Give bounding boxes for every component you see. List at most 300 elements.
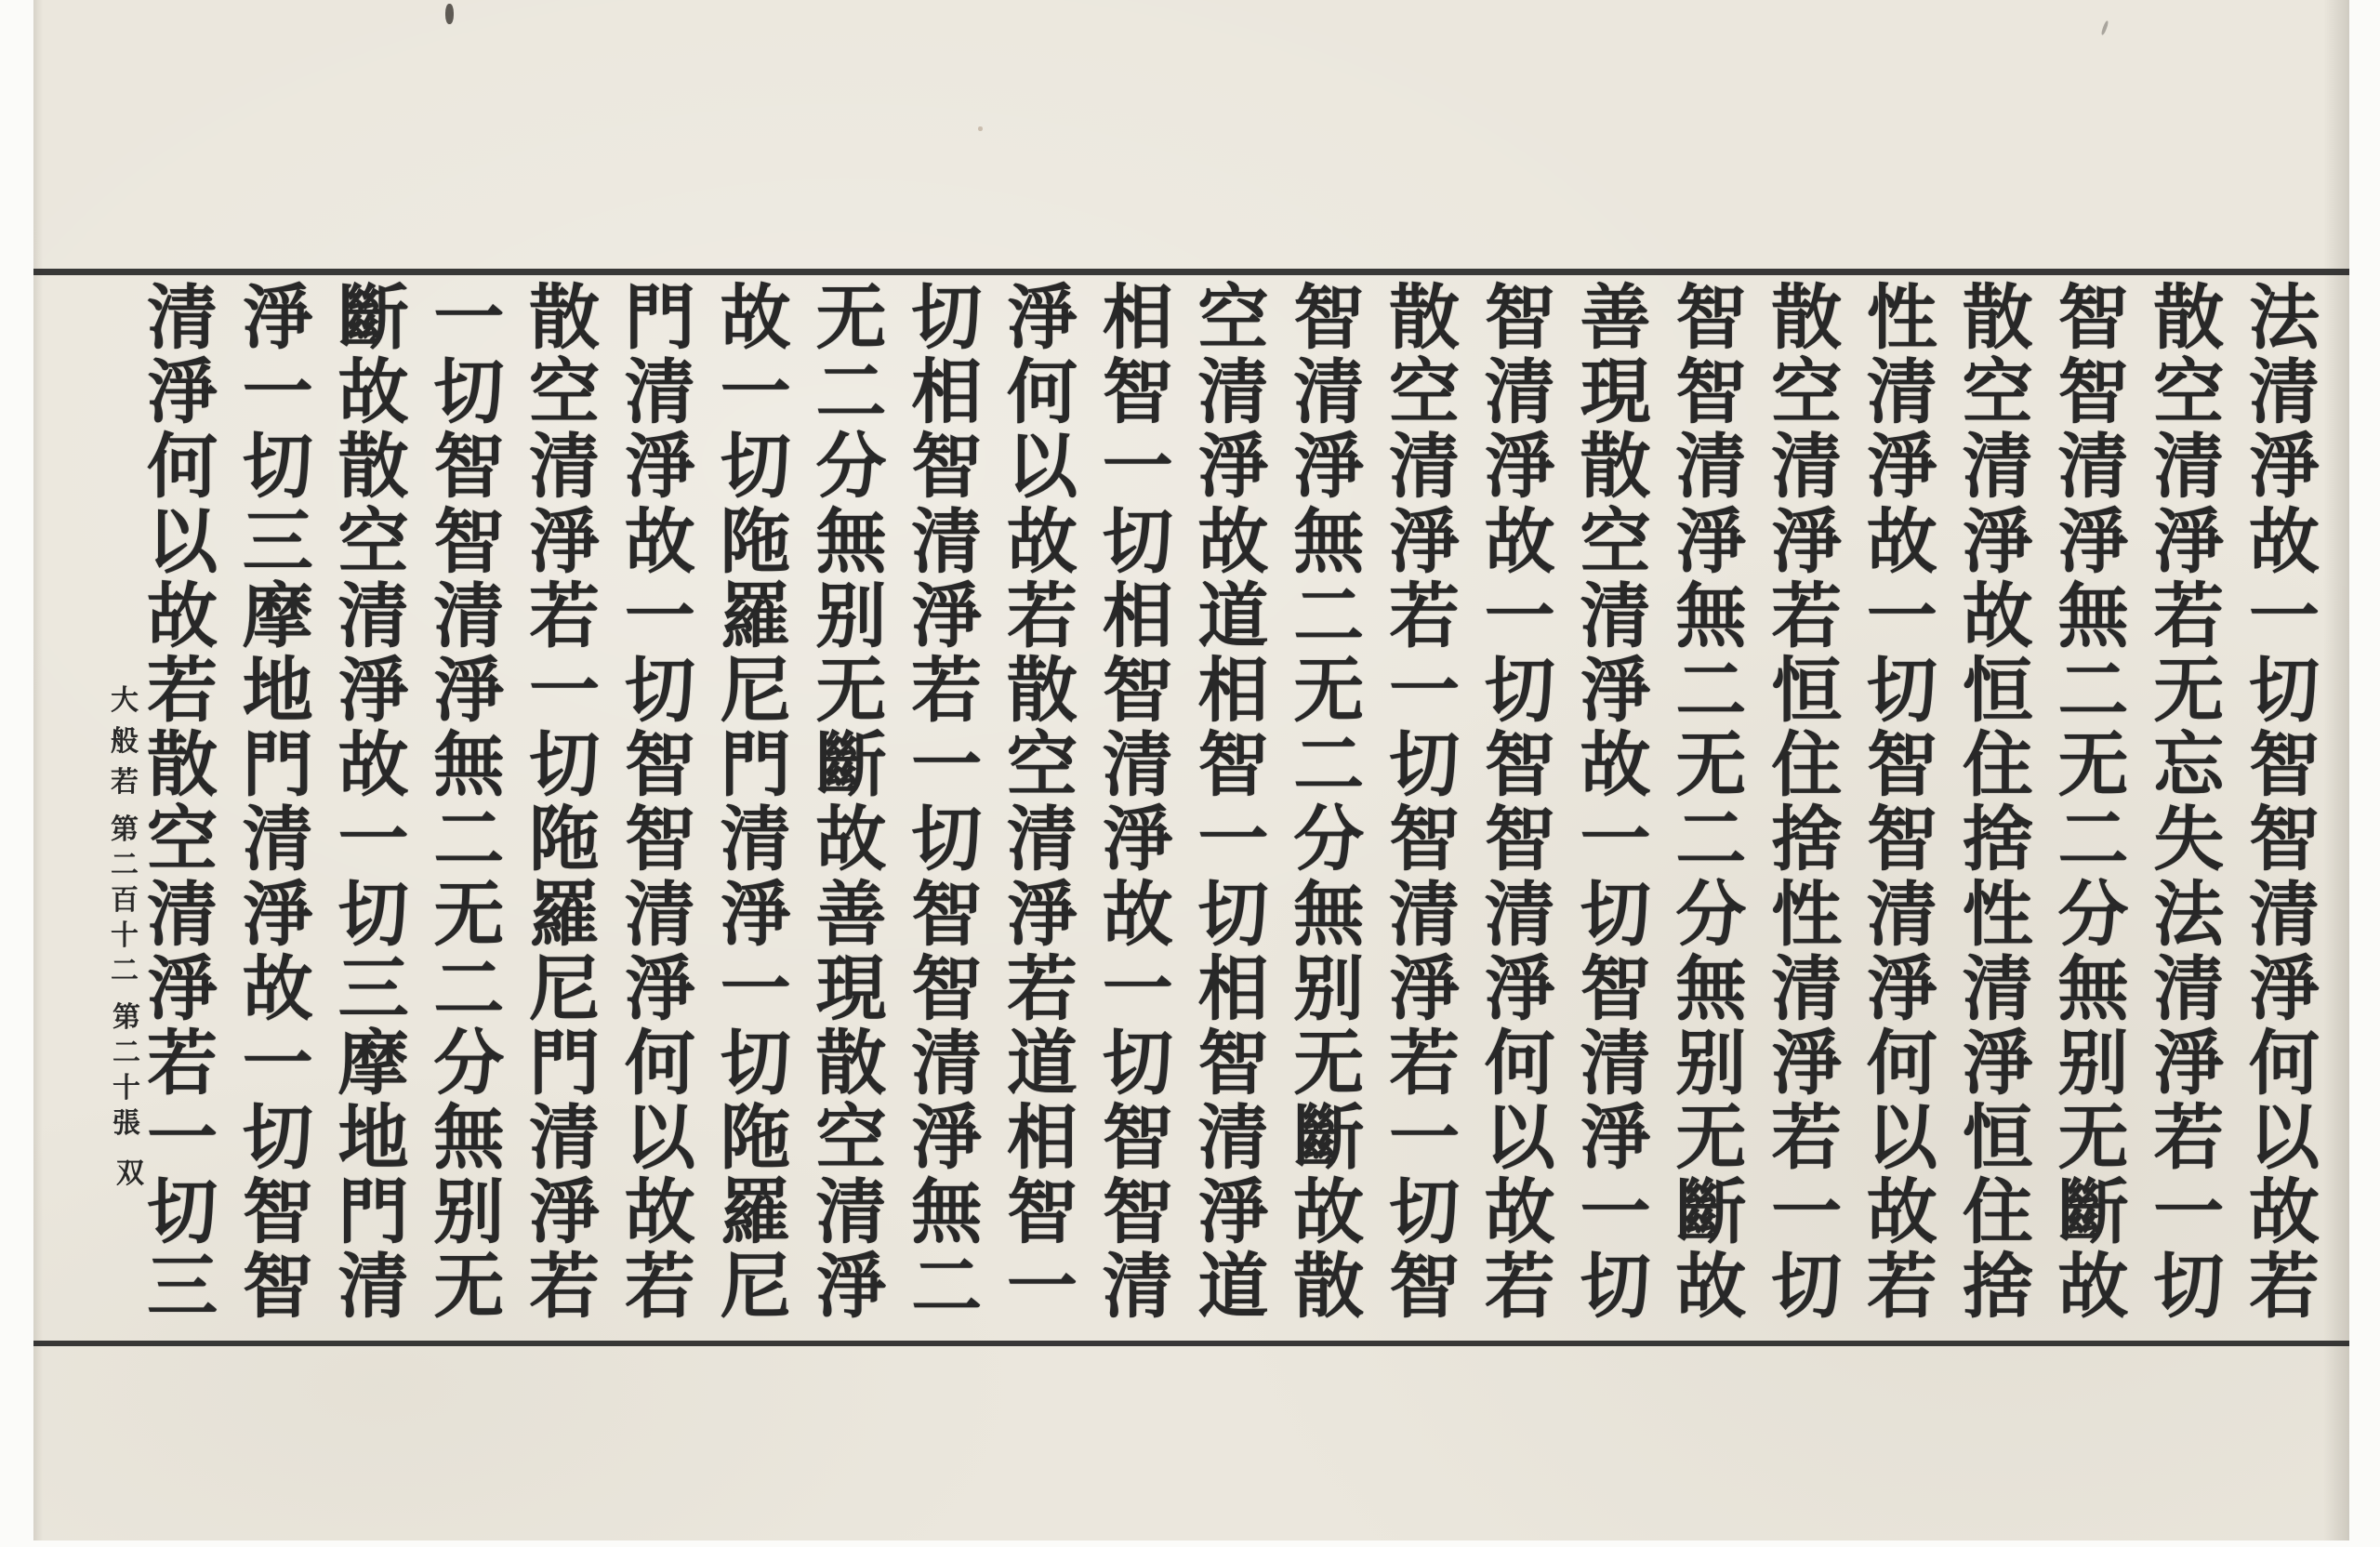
glyph: 二 bbox=[1675, 798, 1747, 881]
glyph: 淨 bbox=[529, 1170, 601, 1254]
glyph: 淨 bbox=[2249, 425, 2320, 509]
glyph: 相 bbox=[911, 350, 983, 434]
glyph: 切 bbox=[242, 1096, 313, 1180]
glyph: 淨 bbox=[1962, 499, 2033, 583]
glyph: 清 bbox=[1007, 798, 1078, 881]
glyph: 無 bbox=[433, 723, 505, 807]
glyph: 散 bbox=[147, 723, 218, 807]
glyph: 第 bbox=[111, 813, 139, 846]
text-column bbox=[138, 276, 227, 1329]
text-column bbox=[233, 276, 323, 1329]
glyph: 散 bbox=[529, 276, 601, 359]
glyph: 無 bbox=[2057, 574, 2129, 657]
glyph: 道 bbox=[1007, 1021, 1078, 1104]
glyph: 空 bbox=[1962, 350, 2033, 434]
glyph: 故 bbox=[1197, 499, 1269, 583]
glyph: 分 bbox=[2057, 872, 2129, 956]
glyph: 空 bbox=[2153, 350, 2225, 434]
glyph: 何 bbox=[624, 1021, 695, 1104]
glyph: 空 bbox=[1197, 276, 1269, 359]
glyph: 故 bbox=[1866, 1170, 1937, 1254]
glyph: 無 bbox=[2057, 946, 2129, 1030]
glyph: 斷 bbox=[815, 723, 887, 807]
glyph: 捨 bbox=[1962, 798, 2033, 881]
text-column bbox=[711, 276, 800, 1329]
glyph: 切 bbox=[720, 425, 791, 509]
glyph: 淨 bbox=[147, 350, 218, 434]
glyph: 以 bbox=[1484, 1096, 1555, 1180]
glyph: 恒 bbox=[1962, 648, 2033, 732]
glyph: 智 bbox=[624, 798, 695, 881]
glyph: 故 bbox=[815, 798, 887, 881]
glyph: 捨 bbox=[1771, 798, 1843, 881]
glyph: 智 bbox=[1866, 798, 1937, 881]
glyph: 清 bbox=[1675, 425, 1747, 509]
glyph: 清 bbox=[2249, 350, 2320, 434]
glyph: 一 bbox=[1102, 946, 1173, 1030]
glyph: 故 bbox=[2249, 499, 2320, 583]
glyph: 切 bbox=[624, 648, 695, 732]
glyph: 二 bbox=[111, 849, 139, 881]
glyph: 若 bbox=[1866, 1245, 1937, 1329]
glyph: 二 bbox=[112, 1037, 140, 1069]
glyph: 性 bbox=[1962, 872, 2033, 956]
glyph: 切 bbox=[1866, 648, 1937, 732]
glyph: 門 bbox=[624, 276, 695, 359]
glyph: 空 bbox=[337, 499, 409, 583]
glyph: 淨 bbox=[1866, 425, 1937, 509]
glyph: 智 bbox=[911, 872, 983, 956]
glyph: 二 bbox=[2057, 798, 2129, 881]
text-column bbox=[807, 276, 896, 1329]
glyph: 一 bbox=[2249, 574, 2320, 657]
glyph: 一 bbox=[1771, 1170, 1843, 1254]
glyph: 清 bbox=[1484, 350, 1555, 434]
text-column bbox=[2144, 276, 2233, 1329]
glyph: 别 bbox=[815, 574, 887, 657]
glyph: 斷 bbox=[1675, 1170, 1747, 1254]
glyph: 故 bbox=[624, 499, 695, 583]
glyph: 現 bbox=[1580, 350, 1651, 434]
glyph: 散 bbox=[815, 1021, 887, 1104]
glyph: 切 bbox=[720, 1021, 791, 1104]
glyph: 十 bbox=[112, 1072, 140, 1104]
glyph: 一 bbox=[1389, 648, 1461, 732]
text-column bbox=[1189, 276, 1278, 1329]
glyph: 淨 bbox=[433, 648, 505, 732]
glyph: 清 bbox=[147, 276, 218, 359]
glyph: 清 bbox=[815, 1170, 887, 1254]
glyph: 三 bbox=[337, 946, 409, 1030]
glyph: 二 bbox=[2057, 648, 2129, 732]
glyph: 清 bbox=[1866, 872, 1937, 956]
glyph: 淨 bbox=[1197, 1170, 1269, 1254]
glyph: 智 bbox=[1484, 276, 1555, 359]
glyph: 法 bbox=[2249, 276, 2320, 359]
glyph: 住 bbox=[1771, 723, 1843, 807]
glyph: 切 bbox=[1389, 723, 1461, 807]
glyph: 清 bbox=[911, 499, 983, 583]
glyph: 二 bbox=[111, 955, 139, 987]
glyph: 清 bbox=[1866, 350, 1937, 434]
glyph: 淨 bbox=[1293, 425, 1365, 509]
glyph: 淨 bbox=[2249, 946, 2320, 1030]
glyph: 一 bbox=[242, 350, 313, 434]
glyph: 散 bbox=[1771, 276, 1843, 359]
glyph: 清 bbox=[1389, 425, 1461, 509]
glyph: 空 bbox=[1580, 499, 1651, 583]
glyph: 智 bbox=[1197, 723, 1269, 807]
glyph: 斷 bbox=[1293, 1096, 1365, 1180]
glyph: 三 bbox=[242, 499, 313, 583]
glyph: 無 bbox=[1675, 574, 1747, 657]
glyph: 無 bbox=[433, 1096, 505, 1180]
glyph: 淨 bbox=[337, 648, 409, 732]
glyph: 若 bbox=[1389, 1021, 1461, 1104]
glyph: 一 bbox=[1389, 1096, 1461, 1180]
glyph: 一 bbox=[1197, 798, 1269, 881]
glyph: 故 bbox=[1293, 1170, 1365, 1254]
glyph: 十 bbox=[111, 919, 139, 952]
glyph: 智 bbox=[1484, 798, 1555, 881]
glyph: 淨 bbox=[1007, 872, 1078, 956]
glyph: 无 bbox=[433, 1245, 505, 1329]
glyph: 清 bbox=[624, 350, 695, 434]
glyph: 智 bbox=[1389, 798, 1461, 881]
glyph: 智 bbox=[1484, 723, 1555, 807]
glyph: 切 bbox=[2153, 1245, 2225, 1329]
glyph: 若 bbox=[1389, 574, 1461, 657]
glyph: 切 bbox=[242, 425, 313, 509]
glyph: 一 bbox=[1866, 574, 1937, 657]
glyph: 故 bbox=[242, 946, 313, 1030]
glyph: 淨 bbox=[815, 1245, 887, 1329]
text-column bbox=[1953, 276, 2043, 1329]
glyph: 切 bbox=[911, 276, 983, 359]
text-column bbox=[2049, 276, 2138, 1329]
glyph: 无 bbox=[433, 872, 505, 956]
glyph: 忘 bbox=[2153, 723, 2225, 807]
glyph: 散 bbox=[1293, 1245, 1365, 1329]
glyph: 淨 bbox=[720, 872, 791, 956]
glyph: 清 bbox=[529, 425, 601, 509]
glyph: 淨 bbox=[911, 574, 983, 657]
frame-rule-bottom bbox=[33, 1341, 2349, 1346]
glyph: 故 bbox=[337, 723, 409, 807]
glyph: 智 bbox=[1007, 1170, 1078, 1254]
glyph: 清 bbox=[2249, 872, 2320, 956]
glyph: 散 bbox=[1962, 276, 2033, 359]
glyph: 分 bbox=[1675, 872, 1747, 956]
glyph: 相 bbox=[1197, 648, 1269, 732]
glyph: 散 bbox=[1389, 276, 1461, 359]
glyph: 智 bbox=[242, 1245, 313, 1329]
glyph: 散 bbox=[1007, 648, 1078, 732]
glyph: 性 bbox=[1771, 872, 1843, 956]
glyph: 故 bbox=[624, 1170, 695, 1254]
glyph: 若 bbox=[2249, 1245, 2320, 1329]
glyph: 失 bbox=[2153, 798, 2225, 881]
glyph: 二 bbox=[911, 1245, 983, 1329]
glyph: 分 bbox=[1293, 798, 1365, 881]
glyph: 一 bbox=[720, 350, 791, 434]
text-column bbox=[2240, 276, 2329, 1329]
glyph: 分 bbox=[433, 1021, 505, 1104]
glyph: 智 bbox=[2249, 723, 2320, 807]
glyph: 若 bbox=[1771, 1096, 1843, 1180]
glyph: 若 bbox=[911, 648, 983, 732]
glyph: 地 bbox=[242, 648, 313, 732]
glyph: 智 bbox=[1866, 723, 1937, 807]
glyph: 陁 bbox=[529, 798, 601, 881]
glyph: 故 bbox=[720, 276, 791, 359]
glyph: 若 bbox=[1771, 574, 1843, 657]
glyph: 以 bbox=[147, 499, 218, 583]
glyph: 切 bbox=[2249, 648, 2320, 732]
glyph: 住 bbox=[1962, 1170, 2033, 1254]
text-column bbox=[902, 276, 991, 1329]
glyph: 无 bbox=[1675, 723, 1747, 807]
glyph: 清 bbox=[1102, 1245, 1173, 1329]
glyph: 斷 bbox=[337, 276, 409, 359]
glyph: 智 bbox=[1389, 1245, 1461, 1329]
glyph: 淨 bbox=[1580, 1096, 1651, 1180]
glyph: 淨 bbox=[2153, 499, 2225, 583]
glyph: 三 bbox=[147, 1245, 218, 1329]
glyph: 切 bbox=[529, 723, 601, 807]
glyph: 以 bbox=[2249, 1096, 2320, 1180]
glyph: 淨 bbox=[1102, 798, 1173, 881]
glyph: 恒 bbox=[1771, 648, 1843, 732]
ink-speck bbox=[978, 126, 983, 131]
glyph: 清 bbox=[2153, 946, 2225, 1030]
glyph: 别 bbox=[1293, 946, 1365, 1030]
glyph: 尼 bbox=[720, 1245, 791, 1329]
glyph: 一 bbox=[529, 648, 601, 732]
glyph: 切 bbox=[1197, 872, 1269, 956]
glyph: 相 bbox=[1007, 1096, 1078, 1180]
glyph: 一 bbox=[2153, 1170, 2225, 1254]
glyph: 羅 bbox=[529, 872, 601, 956]
glyph: 無 bbox=[1293, 872, 1365, 956]
glyph: 無 bbox=[1293, 499, 1365, 583]
glyph: 清 bbox=[337, 1245, 409, 1329]
marginal-note-volume bbox=[104, 813, 145, 989]
glyph: 清 bbox=[1484, 872, 1555, 956]
glyph: 何 bbox=[1007, 350, 1078, 434]
glyph: 善 bbox=[815, 872, 887, 956]
glyph: 一 bbox=[337, 798, 409, 881]
glyph: 無 bbox=[1675, 946, 1747, 1030]
glyph: 若 bbox=[1007, 946, 1078, 1030]
glyph: 淨 bbox=[911, 1096, 983, 1180]
glyph: 故 bbox=[1580, 723, 1651, 807]
glyph: 智 bbox=[1102, 350, 1173, 434]
glyph: 張 bbox=[112, 1107, 140, 1140]
glyph: 智 bbox=[1102, 1096, 1173, 1180]
glyph: 淨 bbox=[624, 946, 695, 1030]
glyph: 二 bbox=[1293, 574, 1365, 657]
glyph: 現 bbox=[815, 946, 887, 1030]
glyph: 无 bbox=[2153, 648, 2225, 732]
glyph: 无 bbox=[2057, 723, 2129, 807]
glyph: 散 bbox=[1580, 425, 1651, 509]
glyph: 淨 bbox=[1675, 499, 1747, 583]
glyph: 空 bbox=[1389, 350, 1461, 434]
glyph: 故 bbox=[2057, 1245, 2129, 1329]
glyph: 别 bbox=[433, 1170, 505, 1254]
text-column bbox=[1858, 276, 1947, 1329]
glyph: 切 bbox=[1484, 648, 1555, 732]
glyph: 住 bbox=[1962, 723, 2033, 807]
text-column bbox=[1093, 276, 1183, 1329]
glyph: 智 bbox=[2249, 798, 2320, 881]
text-column bbox=[1380, 276, 1469, 1329]
glyph: 淨 bbox=[1197, 425, 1269, 509]
glyph: 二 bbox=[1293, 723, 1365, 807]
glyph: 二 bbox=[1675, 648, 1747, 732]
glyph: 智 bbox=[1675, 276, 1747, 359]
glyph: 故 bbox=[1102, 872, 1173, 956]
glyph: 切 bbox=[147, 1170, 218, 1254]
glyph: 清 bbox=[1389, 872, 1461, 956]
glyph: 淨 bbox=[242, 872, 313, 956]
glyph: 一 bbox=[1484, 574, 1555, 657]
glyph: 門 bbox=[529, 1021, 601, 1104]
glyph: 若 bbox=[1007, 574, 1078, 657]
glyph: 智 bbox=[2057, 276, 2129, 359]
glyph: 清 bbox=[1580, 1021, 1651, 1104]
glyph: 切 bbox=[1102, 499, 1173, 583]
glyph: 智 bbox=[1197, 1021, 1269, 1104]
glyph: 性 bbox=[1866, 276, 1937, 359]
glyph: 切 bbox=[911, 798, 983, 881]
glyph: 智 bbox=[1580, 946, 1651, 1030]
text-column bbox=[1284, 276, 1373, 1329]
glyph: 智 bbox=[433, 425, 505, 509]
glyph: 无 bbox=[815, 648, 887, 732]
glyph: 淨 bbox=[1389, 946, 1461, 1030]
glyph: 清 bbox=[1197, 1096, 1269, 1180]
glyph: 一 bbox=[147, 1096, 218, 1180]
glyph: 淨 bbox=[2057, 499, 2129, 583]
glyph: 斷 bbox=[2057, 1170, 2129, 1254]
glyph: 故 bbox=[337, 350, 409, 434]
ink-speck bbox=[445, 4, 454, 24]
glyph: 若 bbox=[529, 1245, 601, 1329]
glyph: 智 bbox=[911, 425, 983, 509]
glyph: 别 bbox=[2057, 1021, 2129, 1104]
glyph: 門 bbox=[720, 723, 791, 807]
glyph: 淨 bbox=[529, 499, 601, 583]
glyph: 相 bbox=[1102, 574, 1173, 657]
glyph: 智 bbox=[1102, 1170, 1173, 1254]
glyph: 清 bbox=[337, 574, 409, 657]
glyph: 法 bbox=[2153, 872, 2225, 956]
glyph: 無 bbox=[815, 499, 887, 583]
glyph: 淨 bbox=[147, 946, 218, 1030]
glyph: 若 bbox=[147, 648, 218, 732]
text-column bbox=[615, 276, 705, 1329]
glyph: 若 bbox=[529, 574, 601, 657]
glyph: 清 bbox=[911, 1021, 983, 1104]
glyph: 淨 bbox=[1007, 276, 1078, 359]
glyph: 陁 bbox=[720, 499, 791, 583]
glyph: 清 bbox=[624, 872, 695, 956]
glyph: 清 bbox=[2057, 425, 2129, 509]
glyph: 恒 bbox=[1962, 1096, 2033, 1180]
glyph: 何 bbox=[1866, 1021, 1937, 1104]
glyph: 捨 bbox=[1962, 1245, 2033, 1329]
glyph: 切 bbox=[337, 872, 409, 956]
glyph: 故 bbox=[1007, 499, 1078, 583]
glyph: 以 bbox=[624, 1096, 695, 1180]
glyph: 智 bbox=[1675, 350, 1747, 434]
marginal-note-sheet bbox=[106, 1000, 147, 1142]
glyph: 一 bbox=[1007, 1245, 1078, 1329]
glyph: 一 bbox=[1580, 798, 1651, 881]
glyph: 相 bbox=[1197, 946, 1269, 1030]
glyph: 智 bbox=[911, 946, 983, 1030]
glyph: 一 bbox=[624, 574, 695, 657]
glyph: 羅 bbox=[720, 1170, 791, 1254]
glyph: 空 bbox=[815, 1096, 887, 1180]
glyph: 故 bbox=[1484, 1170, 1555, 1254]
glyph: 切 bbox=[1389, 1170, 1461, 1254]
glyph: 摩 bbox=[337, 1021, 409, 1104]
text-column bbox=[329, 276, 418, 1329]
glyph: 清 bbox=[1962, 425, 2033, 509]
glyph: 尼 bbox=[529, 946, 601, 1030]
glyph: 故 bbox=[1866, 499, 1937, 583]
text-column bbox=[520, 276, 609, 1329]
glyph: 无 bbox=[1293, 1021, 1365, 1104]
glyph: 散 bbox=[2153, 276, 2225, 359]
glyph: 淨 bbox=[1962, 1021, 2033, 1104]
glyph: 淨 bbox=[242, 276, 313, 359]
glyph: 第 bbox=[112, 1001, 140, 1034]
text-column bbox=[1475, 276, 1565, 1329]
glyph: 若 bbox=[111, 766, 139, 799]
glyph: 清 bbox=[1102, 723, 1173, 807]
glyph: 淨 bbox=[1484, 946, 1555, 1030]
glyph: 百 bbox=[111, 884, 139, 917]
glyph: 淨 bbox=[1389, 499, 1461, 583]
glyph: 清 bbox=[1293, 350, 1365, 434]
glyph: 若 bbox=[624, 1245, 695, 1329]
glyph: 空 bbox=[1771, 350, 1843, 434]
glyph: 二 bbox=[815, 350, 887, 434]
glyph: 大 bbox=[111, 684, 139, 717]
glyph: 故 bbox=[147, 574, 218, 657]
glyph: 无 bbox=[815, 276, 887, 359]
glyph: 切 bbox=[1580, 872, 1651, 956]
glyph: 以 bbox=[1007, 425, 1078, 509]
glyph: 故 bbox=[1962, 574, 2033, 657]
glyph: 空 bbox=[529, 350, 601, 434]
glyph: 二 bbox=[433, 798, 505, 881]
glyph: 一 bbox=[242, 1021, 313, 1104]
glyph: 清 bbox=[242, 798, 313, 881]
glyph: 清 bbox=[1771, 946, 1843, 1030]
glyph: 淨 bbox=[2153, 1021, 2225, 1104]
glyph: 别 bbox=[1675, 1021, 1747, 1104]
glyph: 切 bbox=[433, 350, 505, 434]
glyph: 若 bbox=[2153, 574, 2225, 657]
glyph: 故 bbox=[1675, 1245, 1747, 1329]
text-column bbox=[998, 276, 1087, 1329]
glyph: 尼 bbox=[720, 648, 791, 732]
